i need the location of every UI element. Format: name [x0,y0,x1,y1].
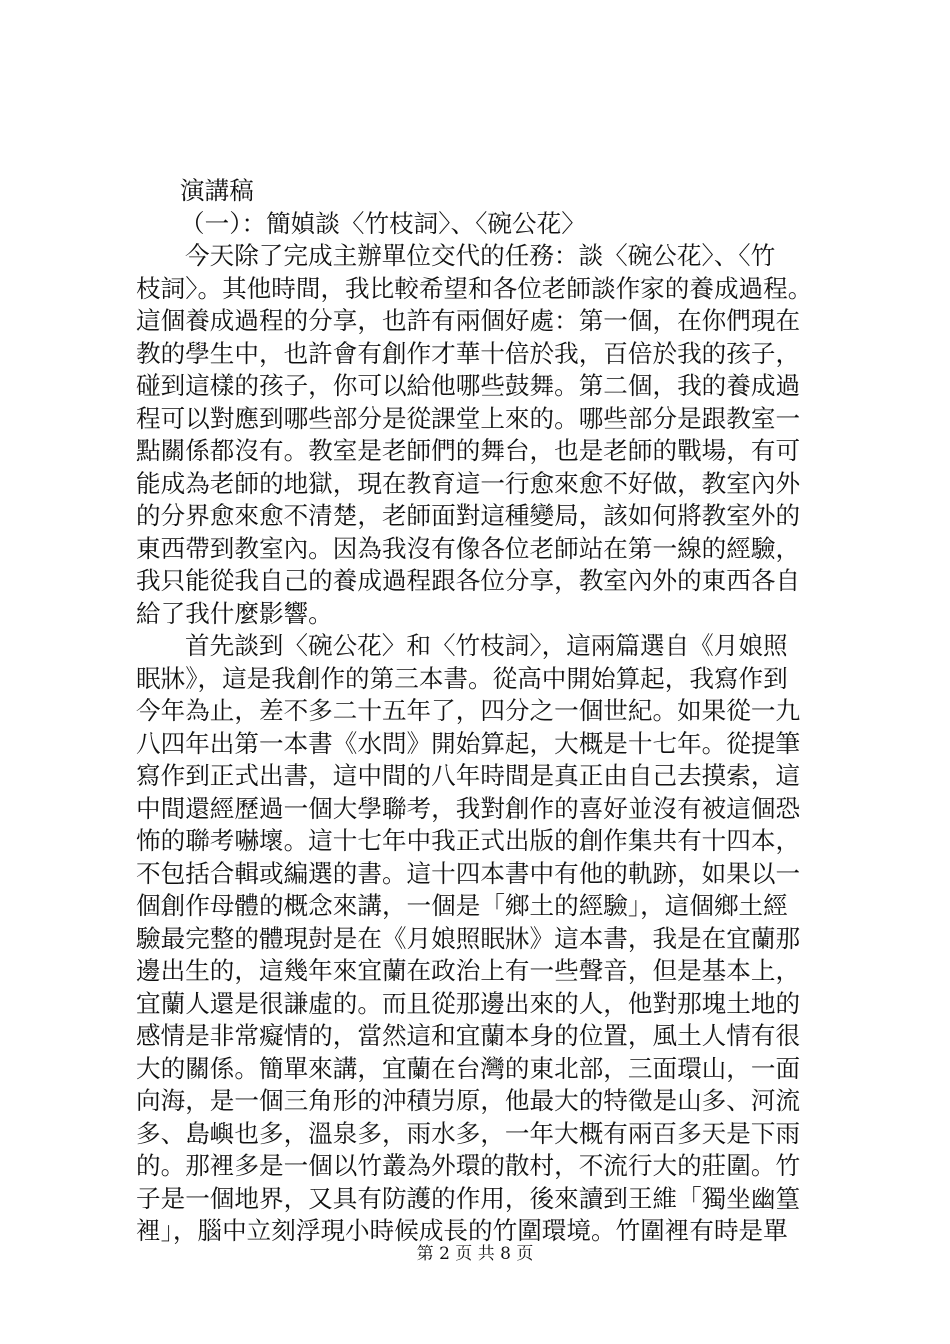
paragraph-1 [136,240,848,630]
paragraph-line: 個創作母體的概念來講，一個是「鄉土的經驗」，這個鄉土經 [136,891,788,920]
paragraph-line: 驗最完整的體現尌是在《月娘照眠牀》這本書，我是在宜蘭那 [136,923,801,953]
paragraph-line: 枝詞〉。其他時間，我比較希望和各位老師談作家的養成過程。 [136,273,813,303]
paragraph-line: 不包括合輯或編選的書。這十四本書中有他的軌跡，如果以一 [136,858,801,888]
paragraph-line: 裡」，腦中立刻浮現小時候成長的竹圍環境。竹圍裡有時是單 [136,1216,788,1245]
paragraph-line: 子是一個地界，又具有防護的作用，後來讀到王維「獨坐幽篁 [136,1183,801,1213]
paragraph-line: 首先談到〈碗公花〉和〈竹枝詞〉，這兩篇選自《月娘照 [185,631,788,660]
paragraph-line: 怖的聯考嚇壞。這十七年中我正式出版的創作集共有十四本， [136,826,801,855]
paragraph-line: 碰到這樣的孩子，你可以給他哪些鼓舞。第二個，我的養成過 [136,371,801,400]
paragraph-line: 我只能從我自己的養成過程跟各位分享，教室內外的東西各自 [136,566,801,595]
paragraph-2 [136,630,848,1248]
document-subtitle: （一）：簡媜談〈竹枝詞〉、〈碗公花〉 [180,208,586,238]
paragraph-line: 教的學生中，也許會有創作才華十倍於我，百倍於我的孩子， [136,338,801,368]
document-body [136,175,848,1248]
paragraph-line: 多、島嶼也多，溫泉多，雨水多，一年大概有兩百多天是下雨 [136,1118,801,1148]
paragraph-line: 東西帶到教室內。因為我沒有像各位老師站在第一線的經驗， [136,533,801,563]
paragraph-line: 的分界愈來愈不清楚，老師面對這種變局，該如何將教室外的 [136,501,801,530]
paragraph-line: 程可以對應到哪些部分是從課堂上來的。哪些部分是跟教室一 [136,403,801,433]
paragraph-line: 今天除了完成主辦單位交代的任務：談〈碗公花〉、〈竹 [185,241,776,270]
paragraph-line: 中間還經歷過一個大學聯考，我對創作的喜好並沒有被這個恐 [136,793,801,823]
paragraph-line: 點關係都沒有。教室是老師們的舞台，也是老師的戰場，有可 [136,436,801,465]
paragraph-line: 寫作到正式出書，這中間的八年時間是真正由自己去摸索，這 [136,761,801,790]
document-title: 演講稿 [180,176,254,205]
paragraph-line: 給了我什麼影響。 [136,598,333,628]
paragraph-line: 向海，是一個三角形的沖積屶原，他最大的特徵是山多、河流 [136,1086,801,1115]
page-number-label: 第 2 页 共 8 页 [416,1244,534,1264]
paragraph-line: 大的關係。簡單來講，宜蘭在台灣的東北部，三面環山，一面 [136,1053,801,1083]
paragraph-line: 八四年出第一本書《水問》開始算起，大概是十七年。從提筆 [136,728,801,758]
paragraph-line: 這個養成過程的分享，也許有兩個好處：第一個，在你們現在 [136,306,801,335]
paragraph-line: 今年為止，差不多二十五年了，四分之一個世紀。如果從一九 [136,696,801,725]
paragraph-line: 感情是非常癡情的，當然這和宜蘭本身的位置，風土人情有很 [136,1021,801,1050]
paragraph-line: 邊出生的，這幾年來宜蘭在政治上有一些聲音，但是基本上， [136,956,801,985]
page-footer [0,1243,950,1265]
paragraph-line: 眠牀》，這是我創作的第三本書。從高中開始算起，我寫作到 [136,663,788,693]
paragraph-line: 宜蘭人還是很謙虛的。而且從那邊出來的人，他對那塊土地的 [136,988,801,1018]
paragraph-line: 能成為老師的地獄，現在教育這一行愈來愈不好做，教室內外 [136,468,801,498]
paragraph-line: 的。那裡多是一個以竹叢為外環的散村，不流行大的莊圍。竹 [136,1151,801,1180]
